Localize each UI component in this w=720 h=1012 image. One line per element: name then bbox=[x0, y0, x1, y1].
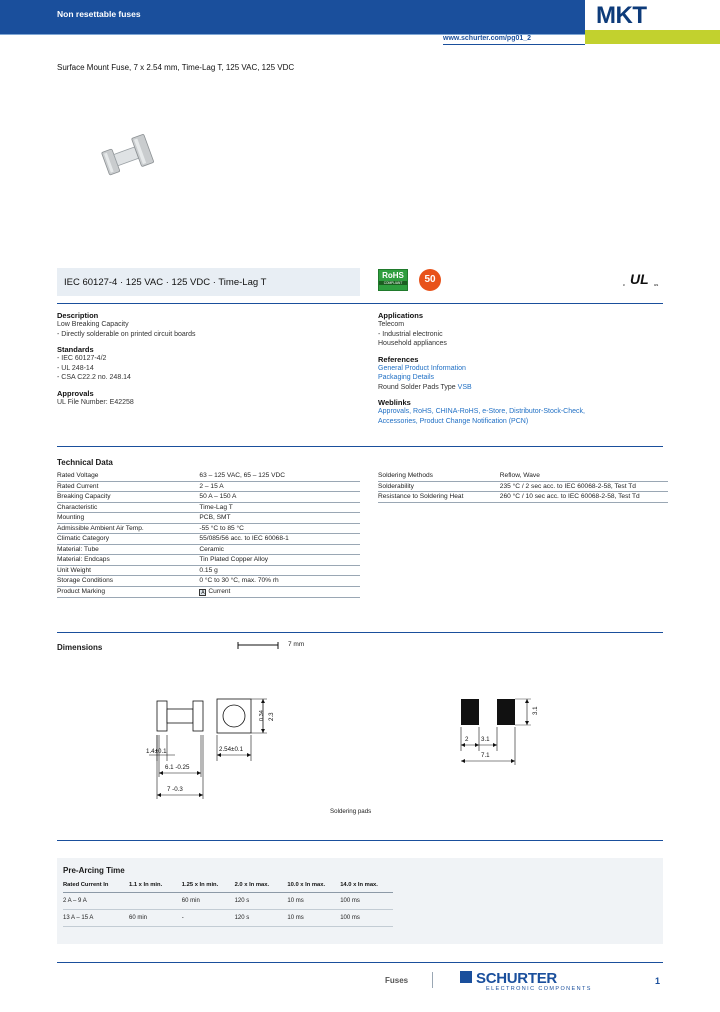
reference-round-solder-pads bbox=[378, 383, 668, 393]
pa-cell: 60 min bbox=[182, 893, 235, 910]
td-value: Reflow, Wave bbox=[500, 471, 668, 481]
td-value: Ceramic bbox=[199, 544, 360, 555]
weblinks-heading: Weblinks bbox=[378, 398, 411, 407]
pa-cell: 120 s bbox=[235, 893, 288, 910]
table-row bbox=[57, 492, 360, 503]
td-value: Current bbox=[208, 587, 231, 595]
rohs-sub-label: COMPLIANT bbox=[379, 281, 407, 285]
td-key: Material: Tube bbox=[57, 544, 199, 555]
table-row bbox=[57, 471, 360, 481]
td-value-marking bbox=[199, 586, 360, 598]
header-url[interactable]: www.schurter.com/pg01_2 bbox=[443, 35, 532, 42]
divider-dimensions bbox=[57, 840, 663, 841]
product-photo bbox=[90, 125, 170, 185]
footer-tagline: ELECTRONIC COMPONENTS bbox=[486, 986, 592, 992]
applications-line-1: Telecom bbox=[378, 321, 405, 328]
pa-cell: 2 A – 9 A bbox=[63, 893, 129, 910]
td-value: -55 °C to 85 °C bbox=[199, 523, 360, 534]
td-value: 235 °C / 2 sec acc. to IEC 60068-2-58, Test Td bbox=[500, 481, 668, 492]
description-line-1: Low Breaking Capacity bbox=[57, 321, 129, 328]
standards-line-3: - CSA C22.2 no. 248.14 bbox=[57, 374, 131, 381]
td-key: Mounting bbox=[57, 513, 199, 524]
pa-cell: - bbox=[182, 910, 235, 927]
divider-footer bbox=[57, 962, 663, 963]
standards-line-2: - UL 248-14 bbox=[57, 364, 94, 372]
td-value: PCB, SMT bbox=[199, 513, 360, 524]
header-category: Non resettable fuses bbox=[57, 9, 141, 19]
header-green-block bbox=[585, 30, 720, 44]
dim-sp-height: 3.1 bbox=[532, 706, 539, 715]
info-column-left bbox=[57, 311, 357, 407]
ul-mark-icon: UL bbox=[630, 271, 649, 287]
pa-col-3: 2.0 x In max. bbox=[235, 880, 288, 893]
dimensions-drawings bbox=[57, 665, 663, 825]
pa-col-2: 1.25 x In min. bbox=[182, 880, 235, 893]
td-key: Material: Endcaps bbox=[57, 555, 199, 566]
applications-line-2: - Industrial electronic bbox=[378, 330, 443, 338]
pa-cell: 10 ms bbox=[287, 893, 340, 910]
table-row bbox=[57, 555, 360, 566]
weblinks-line-1[interactable]: Approvals, RoHS, CHINA-RoHS, e-Store, Distributor-Stock-Check, bbox=[378, 408, 585, 415]
reference-link-general-product-information[interactable]: General Product Information bbox=[378, 364, 466, 372]
table-row bbox=[57, 513, 360, 524]
technical-data-table-left bbox=[57, 471, 360, 598]
header-series-title: MKT bbox=[596, 2, 647, 29]
td-key: Rated Voltage bbox=[57, 471, 199, 481]
ul-mark-left-label: c bbox=[623, 282, 625, 287]
footer-section: Fuses bbox=[385, 976, 409, 985]
dim-pad-h2: 0.34 bbox=[259, 710, 265, 721]
table-row bbox=[57, 565, 360, 576]
approvals-line-1: UL File Number: E42258 bbox=[57, 398, 134, 406]
td-value: 63 – 125 VAC, 65 – 125 VDC bbox=[199, 471, 360, 481]
rohs-logo bbox=[378, 269, 408, 291]
pa-col-5: 14.0 x In max. bbox=[340, 880, 393, 893]
dim-pad-h: 2.3 bbox=[268, 712, 275, 721]
header-url-underline bbox=[443, 44, 585, 45]
page-subtitle: Surface Mount Fuse, 7 x 2.54 mm, Time-Lag T, 125 VAC, 125 VDC bbox=[57, 63, 295, 72]
applications-line-3: Household appliances bbox=[378, 340, 447, 347]
td-key: Admissible Ambient Air Temp. bbox=[57, 523, 199, 534]
td-key: Product Marking bbox=[57, 586, 199, 598]
td-key: Climatic Category bbox=[57, 534, 199, 545]
soldering-pads-caption: Soldering pads bbox=[330, 808, 372, 815]
reference-link-vsb[interactable]: VSB bbox=[457, 383, 472, 391]
dim-body-mid: 6.1 -0.25 bbox=[165, 764, 190, 771]
dimensions-heading: Dimensions bbox=[57, 643, 103, 652]
td-value: Time-Lag T bbox=[199, 502, 360, 513]
pa-col-0: Rated Current In bbox=[63, 880, 129, 893]
footer-page-number: 1 bbox=[655, 976, 661, 986]
applications-heading: Applications bbox=[378, 311, 424, 320]
table-row bbox=[57, 544, 360, 555]
dim-body-total: 7 -0.3 bbox=[167, 786, 183, 793]
dim-sp-mid: 3.1 bbox=[481, 736, 490, 743]
pre-arcing-table bbox=[63, 880, 393, 927]
pa-cell: 120 s bbox=[235, 910, 288, 927]
pa-cell bbox=[129, 893, 182, 910]
table-row bbox=[63, 893, 393, 910]
schurter-logo-icon bbox=[460, 971, 472, 983]
dimensions-scale-label: 7 mm bbox=[288, 641, 305, 648]
pre-arcing-heading: Pre-Arcing Time bbox=[63, 866, 125, 875]
dim-body-width: 1.4±0.1 bbox=[146, 748, 167, 755]
table-row bbox=[57, 576, 360, 587]
china-rohs-icon: 50 bbox=[419, 269, 441, 291]
td-value: 55/085/56 acc. to IEC 60068-1 bbox=[199, 534, 360, 545]
pa-cell: 10 ms bbox=[287, 910, 340, 927]
table-header-row bbox=[63, 880, 393, 893]
td-value: 0 °C to 30 °C, max. 70% rh bbox=[199, 576, 360, 587]
dim-pad-width: 2.54±0.1 bbox=[219, 746, 244, 753]
standards-line-1: - IEC 60127-4/2 bbox=[57, 355, 107, 362]
table-row bbox=[57, 586, 360, 598]
pa-cell: 60 min bbox=[129, 910, 182, 927]
footer-divider bbox=[432, 972, 433, 988]
divider-title bbox=[57, 303, 663, 304]
td-key: Soldering Methods bbox=[378, 471, 500, 481]
dim-sp-left: 2 bbox=[465, 736, 469, 743]
table-row bbox=[63, 910, 393, 927]
table-row bbox=[57, 502, 360, 513]
pa-col-4: 10.0 x In max. bbox=[287, 880, 340, 893]
td-key: Unit Weight bbox=[57, 565, 199, 576]
td-value: 50 A – 150 A bbox=[199, 492, 360, 503]
ul-mark-right-label: us bbox=[654, 282, 659, 287]
table-row bbox=[57, 523, 360, 534]
pa-col-1: 1.1 x In min. bbox=[129, 880, 182, 893]
weblinks-line-2[interactable]: Accessories, Product Change Notification (PCN) bbox=[378, 417, 529, 425]
td-key: Breaking Capacity bbox=[57, 492, 199, 503]
td-key: Resistance to Soldering Heat bbox=[378, 492, 500, 503]
rohs-label: RoHS bbox=[382, 271, 404, 280]
reference-round-solder-pads-label: Round Solder Pads Type bbox=[378, 383, 456, 391]
description-line-2: - Directly solderable on printed circuit boards bbox=[57, 330, 196, 338]
divider-technical-data bbox=[57, 632, 663, 633]
dim-sp-total: 7.1 bbox=[481, 752, 490, 759]
table-row bbox=[378, 481, 668, 492]
marking-symbol-icon: A bbox=[201, 589, 205, 596]
spec-title: IEC 60127-4 · 125 VAC · 125 VDC · Time-Lag T bbox=[64, 277, 267, 288]
td-key: Characteristic bbox=[57, 502, 199, 513]
td-value: 260 °C / 10 sec acc. to IEC 60068-2-58, Test Td bbox=[500, 492, 668, 503]
td-key: Storage Conditions bbox=[57, 576, 199, 587]
pa-cell: 100 ms bbox=[340, 893, 393, 910]
td-key: Rated Current bbox=[57, 481, 199, 492]
td-value: 0.15 g bbox=[199, 565, 360, 576]
table-row bbox=[378, 492, 668, 503]
approvals-heading: Approvals bbox=[57, 388, 94, 398]
technical-data-heading: Technical Data bbox=[57, 458, 113, 467]
pa-cell: 100 ms bbox=[340, 910, 393, 927]
technical-data-table-right bbox=[378, 471, 668, 503]
standards-heading: Standards bbox=[57, 345, 94, 354]
table-row bbox=[57, 534, 360, 545]
description-heading: Description bbox=[57, 311, 99, 320]
td-key: Solderability bbox=[378, 481, 500, 492]
reference-link-packaging-details[interactable]: Packaging Details bbox=[378, 374, 435, 381]
divider-info bbox=[57, 446, 663, 447]
table-row bbox=[378, 471, 668, 481]
table-row bbox=[57, 481, 360, 492]
info-column-right bbox=[378, 311, 668, 426]
references-heading: References bbox=[378, 354, 419, 364]
td-value: 2 – 15 A bbox=[199, 481, 360, 492]
footer-company: SCHURTER bbox=[476, 970, 557, 987]
pa-cell: 13 A – 15 A bbox=[63, 910, 129, 927]
td-value: Tin Plated Copper Alloy bbox=[199, 555, 360, 566]
